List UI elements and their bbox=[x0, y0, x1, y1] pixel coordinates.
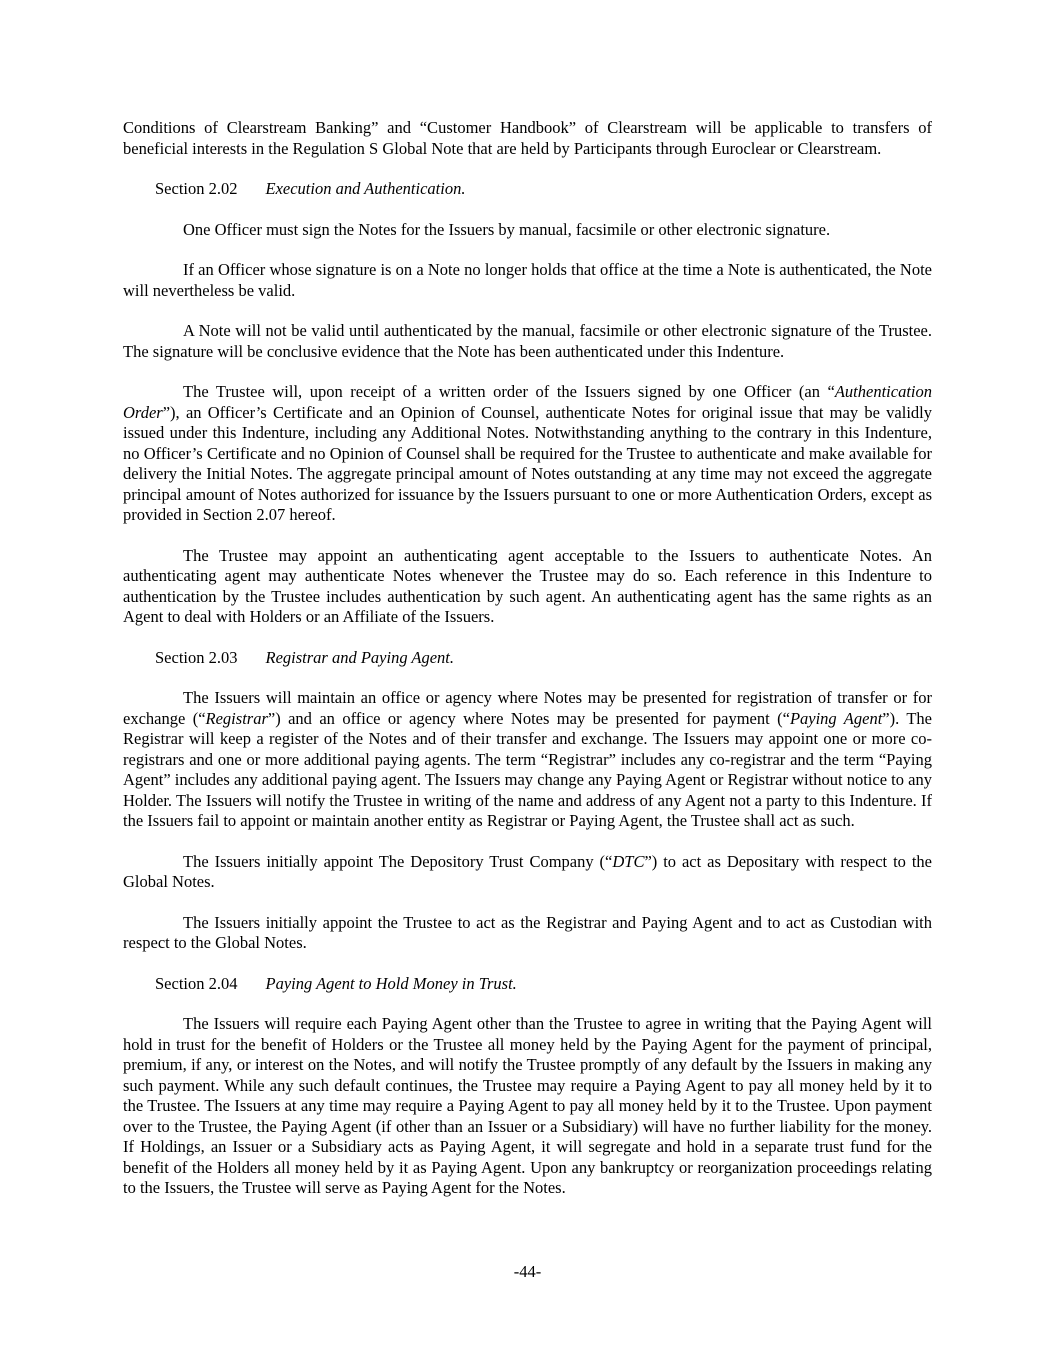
text-run: The Issuers will maintain an office or agency where Notes may be presented for registration of transfer or for exchange (“ bbox=[123, 688, 932, 728]
text-run: If an Officer whose signature is on a Note no longer holds that office at the time a Note is authenticated, the Note will nevertheless be valid. bbox=[123, 260, 932, 300]
text-run: ”) and an office or agency where Notes may be presented for payment (“ bbox=[267, 708, 790, 728]
text-run: The Trustee will, upon receipt of a written order of the Issuers signed by one Officer (an “ bbox=[183, 382, 835, 401]
defined-term: Paying Agent bbox=[789, 708, 883, 728]
paragraph bbox=[123, 546, 932, 628]
paragraph bbox=[123, 260, 932, 301]
text-run: The Issuers initially appoint the Trustee to act as the Registrar and Paying Agent and to act as Custodian with respect to the Global Notes. bbox=[123, 912, 932, 952]
section-heading bbox=[123, 974, 932, 995]
text-run: A Note will not be valid until authenticated by the manual, facsimile or other electronic signature of the Trustee. The signature will be conclusive evidence that the Note has been authenticated under this Indenture. bbox=[123, 321, 932, 361]
defined-term: Authentication Order bbox=[123, 382, 932, 422]
paragraph bbox=[123, 1014, 932, 1199]
paragraph bbox=[123, 321, 932, 362]
paragraph bbox=[123, 118, 932, 159]
text-run: ”), an Officer’s Certificate and an Opinion of Counsel, authenticate Notes for original issue that may be validly issued under this Indenture, including any Additional Notes. Notwithstanding anything to the contrary in this Indenture, no Officer’s Certificate and no Opinion of Counsel shall be required for the Trustee to authenticate and make available for delivery the Initial Notes. The aggregate principal amount of Notes outstanding at any time may not exceed the aggregate principal amount of Notes authorized for issuance by the Issuers pursuant to one or more Authentication Orders, except as provided in Section 2.07 hereof. bbox=[123, 402, 932, 524]
paragraph bbox=[123, 220, 932, 241]
page-number: -44- bbox=[513, 1262, 542, 1281]
paragraph bbox=[123, 382, 932, 526]
section-title: Registrar and Paying Agent. bbox=[265, 647, 455, 667]
paragraph bbox=[123, 913, 932, 954]
paragraph bbox=[123, 688, 932, 832]
section-number: Section 2.03 bbox=[155, 647, 238, 667]
section-title: Execution and Authentication. bbox=[265, 179, 466, 198]
defined-term: Registrar bbox=[205, 708, 268, 728]
text-run: Conditions of Clearstream Banking” and “Customer Handbook” of Clearstream will be applicable to transfers of beneficial interests in the Regulation S Global Note that are held by Participants through Euroclear or Clearstream. bbox=[123, 118, 932, 158]
section-title: Paying Agent to Hold Money in Trust. bbox=[265, 973, 517, 993]
text-run: The Trustee may appoint an authenticating agent acceptable to the Issuers to authenticate Notes. An authenticating agent may authenticate Notes whenever the Trustee may do so. Each reference in this Indenture to authentication by the Trustee includes authentication by such agent. An authenticating agent has the same rights as an Agent to deal with Holders or an Affiliate of the Issuers. bbox=[123, 545, 932, 626]
section-number: Section 2.02 bbox=[155, 179, 238, 198]
text-run: The Issuers initially appoint The Depository Trust Company (“ bbox=[183, 851, 613, 871]
text-run: The Issuers will require each Paying Agent other than the Trustee to agree in writing that the Paying Agent will hold in trust for the benefit of Holders or the Trustee all money held by the Paying Agent for the payment of principal, premium, if any, or interest on the Notes, and will notify the Trustee promptly of any default by the Issuers in making any such payment. While any such default continues, the Trustee may require a Paying Agent to pay all money held by it to the Trustee. The Issuers at any time may require a Paying Agent to pay all money held by it to the Trustee. Upon payment over to the Trustee, the Paying Agent (if other than an Issuer or a Subsidiary) will have no further liability for the money. If Holdings, an Issuer or a Subsidiary acts as Paying Agent, it will segregate and hold in a separate trust fund for the benefit of the Holders all money held by it as Paying Agent. Upon any bankruptcy or reorganization proceedings relating to the Issuers, the Trustee will serve as Paying Agent for the Notes. bbox=[123, 1014, 932, 1197]
section-number: Section 2.04 bbox=[155, 973, 238, 993]
text-run: ”). The Registrar will keep a register of the Notes and of their transfer and exchange. The Issuers may appoint one or more co-registrars and one or more additional paying agents. The term “Registrar” includes any co-registrar and the term “Paying Agent” includes any additional paying agent. The Issuers may change any Paying Agent or Registrar without notice to any Holder. The Issuers will notify the Trustee in writing of the name and address of any Agent not a party to this Indenture. If the Issuers fail to appoint or maintain another entity as Registrar or Paying Agent, the Trustee shall act as such. bbox=[123, 708, 932, 830]
section-heading bbox=[123, 179, 932, 200]
document-body bbox=[123, 118, 932, 1199]
text-run: ”) to act as Depositary with respect to the Global Notes. bbox=[123, 851, 932, 891]
paragraph bbox=[123, 852, 932, 893]
text-run: One Officer must sign the Notes for the Issuers by manual, facsimile or other electronic signature. bbox=[183, 219, 831, 239]
section-heading bbox=[123, 648, 932, 669]
defined-term: DTC bbox=[612, 851, 645, 871]
